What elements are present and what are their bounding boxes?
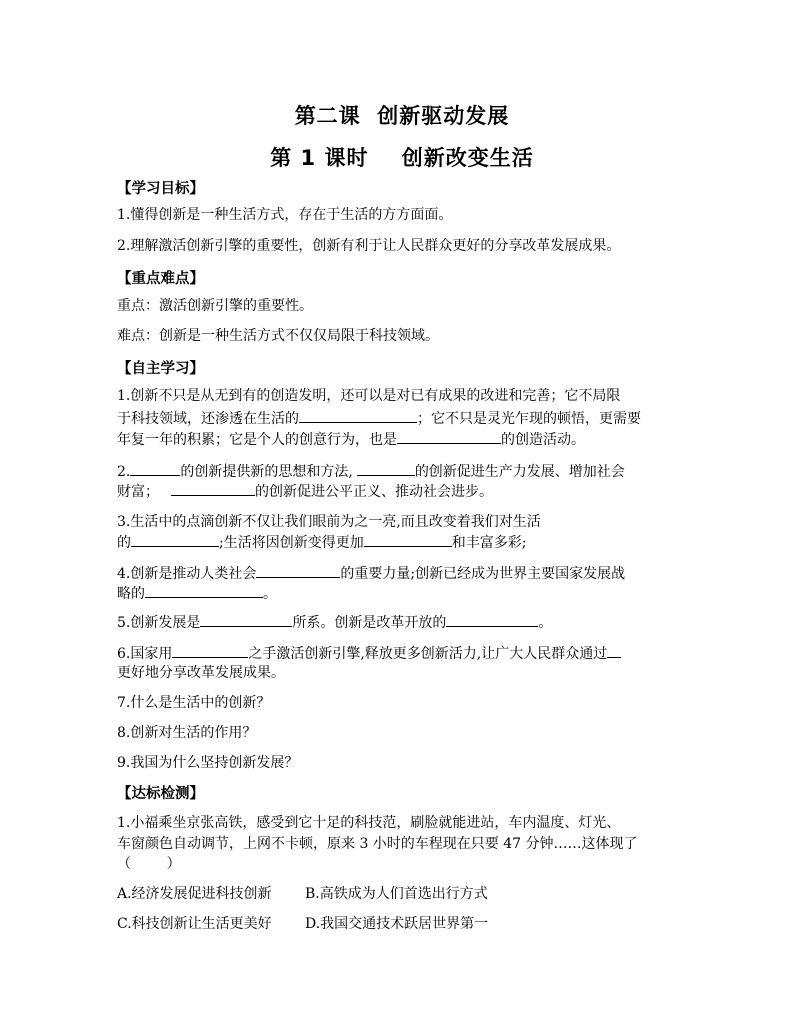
q4-line1 <box>117 563 625 584</box>
answer-blank[interactable] <box>607 643 621 658</box>
q9: 9.我国为什么坚持创新发展？ <box>117 755 299 771</box>
answer-blank[interactable] <box>299 408 417 423</box>
q1-line1: 1.创新不只是从无到有的创造发明，还可以是对已有成果的改进和完善；它不局限 <box>117 388 621 404</box>
lesson-title: 第二课 创新驱动发展 <box>294 104 510 128</box>
goal-1: 1.懂得创新是一种生活方式，存在于生活的方方面面。 <box>117 207 453 223</box>
q1-text: 于科技领域，还渗透在生活的 <box>117 411 299 427</box>
goal-2: 2.理解激活创新引擎的重要性，创新有利于让人民群众更好的分享改革发展成果。 <box>117 238 621 254</box>
q1-line3 <box>117 429 585 450</box>
q6-text: 6.国家用 <box>117 646 173 662</box>
section-key-heading: 【重点难点】 <box>117 271 204 287</box>
test1-option-a: A.经济发展促进科技创新 <box>117 886 272 902</box>
test1-line1: 1.小福乘坐京张高铁，感受到它十足的科技范，刷脸就能进站，车内温度、灯光、 <box>117 815 621 831</box>
answer-blank[interactable] <box>357 461 415 476</box>
answer-blank[interactable] <box>131 532 219 547</box>
answer-blank[interactable] <box>364 532 452 547</box>
q1-text: 的创造活动。 <box>501 432 585 448</box>
answer-blank[interactable] <box>145 583 263 598</box>
answer-blank[interactable] <box>200 612 292 627</box>
q3-text: 和丰富多彩; <box>451 535 527 551</box>
q5-text: 。 <box>538 615 553 631</box>
q7: 7.什么是生活中的创新？ <box>117 695 271 711</box>
q4-text: 4.创新是推动人类社会 <box>117 566 257 582</box>
q2-line2 <box>117 481 493 502</box>
q1-text: 年复一年的积累；它是个人的创意行为，也是 <box>117 432 397 448</box>
q5-line <box>117 612 552 633</box>
test1-option-b: B.高铁成为人们首选出行方式 <box>305 886 488 902</box>
q3-text: ;生活将因创新变得更加 <box>219 535 364 551</box>
period-title: 第 1 课时 创新改变生活 <box>270 146 534 170</box>
difficult-point: 难点：创新是一种生活方式不仅仅局限于科技领域。 <box>117 328 439 344</box>
test1-line2: 车窗颜色自动调节，上网不卡顿，原来 3 小时的车程现在只要 47 分钟……这体现了 <box>117 836 638 852</box>
q6-text: 之手激活创新引擎,释放更多创新活力,让广大人民群众通过 <box>248 646 608 662</box>
test1-option-c: C.科技创新让生活更美好 <box>117 916 272 932</box>
answer-blank[interactable] <box>172 643 248 658</box>
q6-line1 <box>117 643 621 664</box>
q5-text: 所系。创新是改革开放的 <box>292 615 447 631</box>
key-point: 重点：激活创新引擎的重要性。 <box>117 298 313 314</box>
q2-text: 的创新促进公平正义、推动社会进步。 <box>255 484 493 500</box>
q3-text: 的 <box>117 535 131 551</box>
q4-text: 的重要力量;创新已经成为世界主要国家发展战 <box>340 566 626 582</box>
q8: 8.创新对生活的作用？ <box>117 725 257 741</box>
q3-line1: 3.生活中的点滴创新不仅让我们眼前为之一亮,而且改变着我们对生活 <box>117 514 541 530</box>
q2-line1 <box>117 461 625 482</box>
answer-blank[interactable] <box>130 461 180 476</box>
q2-text: 2. <box>117 464 131 480</box>
q2-text: 财富； <box>117 484 159 500</box>
section-test-heading: 【达标检测】 <box>117 786 204 802</box>
q1-text: ；它不只是灵光乍现的顿悟，更需要 <box>417 411 641 427</box>
answer-blank[interactable] <box>171 481 255 496</box>
q4-line2 <box>117 583 277 604</box>
q6-line2: 更好地分享改革发展成果。 <box>117 665 285 681</box>
answer-blank[interactable] <box>256 563 340 578</box>
answer-blank[interactable] <box>397 429 501 444</box>
answer-blank[interactable] <box>446 612 538 627</box>
q5-text: 5.创新发展是 <box>117 615 201 631</box>
q1-line2 <box>117 408 641 429</box>
section-self-study-heading: 【自主学习】 <box>117 361 204 377</box>
q4-text: 略的 <box>117 586 145 602</box>
test1-option-d: D.我国交通技术跃居世界第一 <box>305 916 489 932</box>
test1-answer-paren: （ ） <box>117 856 181 872</box>
q4-text: 。 <box>263 586 277 602</box>
q2-text: 的创新提供新的思想和方法, <box>180 464 353 480</box>
q3-line2 <box>117 532 526 553</box>
section-goals-heading: 【学习目标】 <box>117 181 204 197</box>
q2-text: 的创新促进生产力发展、增加社会 <box>414 464 625 480</box>
